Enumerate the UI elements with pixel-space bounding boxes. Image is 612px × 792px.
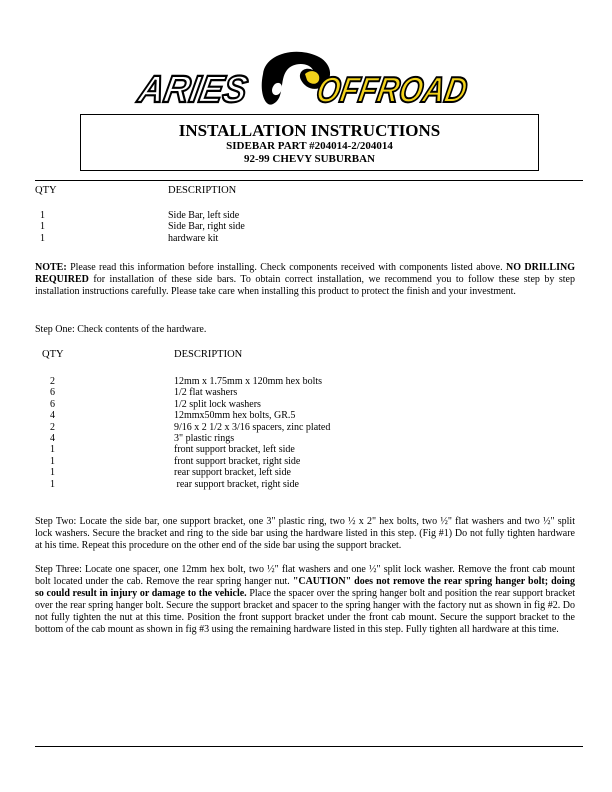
hardware-item-description: 12mm x 1.75mm x 120mm hex bolts — [174, 376, 323, 387]
logo-word-aries: ARIES — [135, 68, 259, 111]
kit-item-description: Side Bar, left side — [168, 210, 240, 221]
hardware-item-row — [50, 479, 330, 490]
hardware-item-description: rear support bracket, left side — [174, 467, 291, 479]
title-box — [80, 114, 539, 171]
part-number: SIDEBAR PART #204014-2/204014 — [226, 140, 393, 152]
hardware-item-qty: 1 — [50, 478, 55, 490]
hardware-item-qty: 6 — [50, 398, 55, 410]
hardware-item-description: front support bracket, left side — [174, 444, 295, 456]
hardware-item-qty: 1 — [50, 444, 55, 456]
hardware-item-row — [50, 422, 330, 433]
hardware-item-description: 9/16 x 2 1/2 x 3/16 spacers, zinc plated — [174, 421, 331, 433]
kit-contents-table — [40, 210, 245, 244]
hardware-item-row — [50, 467, 330, 478]
step-two: Step Two: Locate the side bar, one support bracket, one 3" plastic ring, two ½ x 2" hex bolts, two ½" flat washers and two ½" split lock washers. Secure the bracket and ring to the side bar using the hardware listed in this step. (Fig #1) Do not fully tighten hardware at his time. Repeat this procedure on the other end of the side bar using the support bracket. — [35, 516, 575, 551]
hardware-item-description: 3" plastic rings — [174, 433, 235, 445]
kit-item-qty: 1 — [40, 210, 45, 221]
kit-item-qty: 1 — [40, 221, 45, 233]
hardware-qty-header: QTY — [42, 349, 64, 360]
hardware-item-description: rear support bracket, right side — [174, 478, 299, 490]
caution-warning: "CAUTION" does not remove the rear spring hanger bolt; doing so could result in injury or damage to the vehicle. — [35, 576, 575, 599]
note-text: Please read this information before installing. Check components received with components listed above. — [66, 262, 506, 273]
note-label: NOTE: — [35, 262, 67, 273]
step-three-text: Step Three: Locate one spacer, one 12mm hex bolt, two ½" flat washers and one ½" split lock washer. Remove the front cab mount bolt located under the cab. Remove the rear spring hanger nut. — [35, 564, 575, 587]
hardware-item-row — [50, 399, 330, 410]
hardware-table — [50, 376, 330, 490]
hardware-item-qty: 2 — [50, 421, 55, 433]
document-title: INSTALLATION INSTRUCTIONS — [178, 121, 441, 140]
hardware-item-qty: 1 — [50, 467, 55, 479]
hardware-item-description: 1/2 flat washers — [174, 387, 238, 399]
kit-item-description: Side Bar, right side — [168, 221, 245, 233]
kit-item-description: hardware kit — [168, 232, 219, 244]
hardware-item-qty: 4 — [50, 433, 55, 445]
hardware-desc-header: DESCRIPTION — [174, 349, 243, 360]
kit-item-qty: 1 — [40, 232, 45, 244]
hardware-item-qty: 4 — [50, 410, 55, 422]
hardware-item-row — [50, 387, 330, 398]
kit-qty-header: QTY — [35, 185, 57, 196]
kit-item-row — [40, 233, 245, 244]
hardware-item-qty: 1 — [50, 455, 55, 467]
hardware-item-row — [50, 410, 330, 421]
step-three-text-continued: Place the spacer over the spring hanger bolt and position the rear support bracket over the rear spring hanger bolt. Secure the support bracket and spacer to the spring hanger with the factory nut as shown in fig #2. Do not fully tighten the nut at this time. Position the front support bracket under the front cab mount. Secure the support bracket to the bottom of the cab mount as shown in fig #3 using the remaining hardware listed in this step. Fully tighten all hardware at this time. — [35, 588, 575, 635]
hardware-item-row — [50, 444, 330, 455]
hardware-item-row — [50, 376, 330, 387]
note-text-continued: for installation of these side bars. To obtain correct installation, we recommend you to follow these step by step installation instructions carefully. Please take care when installing this product to protect the finish and your investment. — [35, 274, 575, 297]
hardware-item-description: front support bracket, right side — [174, 455, 301, 467]
hardware-item-row — [50, 433, 330, 444]
note-paragraph — [35, 262, 575, 298]
hardware-item-description: 1/2 split lock washers — [174, 398, 261, 410]
kit-desc-header: DESCRIPTION — [168, 185, 237, 196]
logo-word-offroad: OFFROAD — [313, 69, 499, 110]
bottom-divider — [35, 746, 583, 747]
hardware-item-description: 12mmx50mm hex bolts, GR.5 — [174, 410, 296, 422]
hardware-item-qty: 6 — [50, 387, 55, 399]
top-divider — [35, 180, 583, 181]
hardware-item-row — [50, 456, 330, 467]
hardware-item-qty: 2 — [50, 376, 55, 387]
step-one: Step One: Check contents of the hardware. — [35, 324, 207, 335]
aries-offroad-logo — [135, 44, 499, 111]
kit-item-row — [40, 210, 245, 221]
vehicle-model: 92-99 CHEVY SUBURBAN — [244, 153, 375, 165]
no-drilling-notice: NO DRILLING REQUIRED — [35, 262, 575, 285]
step-three — [35, 564, 575, 636]
kit-item-row — [40, 221, 245, 232]
